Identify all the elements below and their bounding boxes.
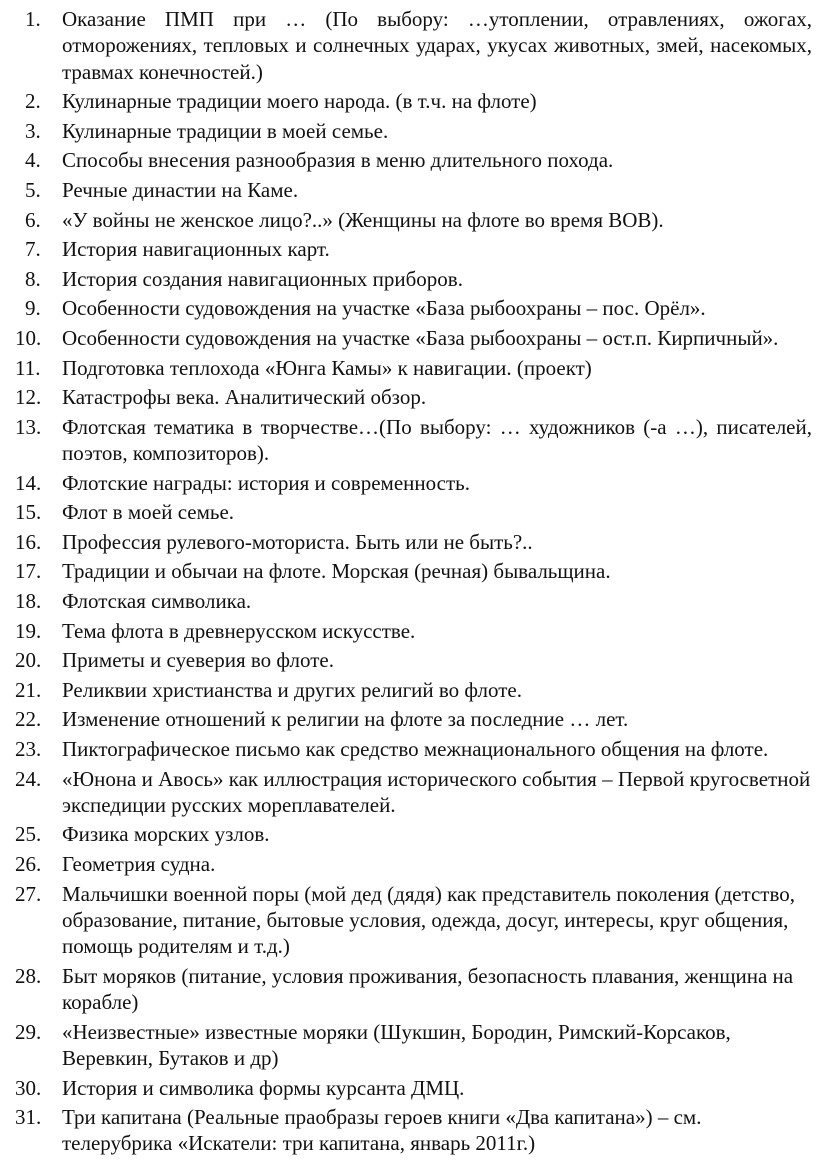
item-number: 26. (15, 852, 42, 877)
list-item (0, 821, 812, 847)
list-item (0, 736, 812, 762)
item-text: Физика морских узлов. (62, 822, 270, 847)
item-text: «Юнона и Авось» как иллюстрация исторического события – Первой кругосветной экспедиции русских мореплавателей. (62, 766, 811, 817)
topic-list (0, 6, 812, 1157)
list-item (0, 266, 812, 292)
item-number: 16. (15, 529, 42, 554)
list-item (0, 177, 812, 203)
list-item (0, 414, 812, 467)
item-text: Геометрия судна. (62, 852, 216, 877)
item-text: Три капитана (Реальные праобразы героев книги «Два капитана») – см. телерубрика «Искатели: три капитана, январь 2011г.) (62, 1105, 702, 1156)
list-item (0, 529, 812, 555)
item-number: 31. (15, 1105, 42, 1130)
item-text: Кулинарные традиции моего народа. (в т.ч. на флоте) (62, 89, 537, 114)
list-item (0, 851, 812, 877)
list-item (0, 677, 812, 703)
list-item (0, 766, 812, 819)
item-number: 24. (15, 766, 42, 791)
list-item (0, 470, 812, 496)
list-item (0, 706, 812, 732)
item-number: 7. (25, 237, 41, 262)
list-item (0, 295, 812, 321)
item-number: 23. (15, 736, 42, 761)
item-text: «У войны не женское лицо?..» (Женщины на флоте во время ВОВ). (62, 207, 664, 232)
item-number: 27. (15, 881, 42, 906)
item-number: 4. (25, 148, 41, 173)
item-text: История создания навигационных приборов. (62, 266, 463, 291)
item-text: Особенности судовождения на участке «База рыбоохраны – пос. Орёл». (62, 296, 706, 321)
item-text: Оказание ПМП при … (По выбору: …утоплении, отравлениях, ожогах, отморожениях, тепловых и солнечных ударах, укусах животных, змей, насекомых, травмах конечностей.) (62, 7, 812, 84)
list-item (0, 384, 812, 410)
item-number: 8. (25, 266, 41, 291)
list-item (0, 207, 812, 233)
item-number: 9. (25, 296, 41, 321)
item-text: Кулинарные традиции в моей семье. (62, 118, 389, 143)
item-number: 22. (15, 707, 42, 732)
list-item (0, 881, 812, 960)
item-text: Изменение отношений к религии на флоте за последние … лет. (62, 707, 629, 732)
item-text: Тема флота в древнерусском искусстве. (62, 618, 416, 643)
item-number: 21. (15, 677, 42, 702)
item-number: 25. (15, 822, 42, 847)
item-text: Флотская тематика в творчестве…(По выбору: … художников (-а …), писателей, поэтов, композиторов). (62, 414, 812, 466)
item-number: 3. (25, 118, 41, 143)
item-text: Традиции и обычаи на флоте. Морская (речная) бывальщина. (62, 559, 611, 584)
item-text: История навигационных карт. (62, 237, 330, 262)
list-item (0, 963, 812, 1016)
item-number: 5. (25, 177, 41, 202)
list-item (0, 325, 812, 351)
item-text: Быт моряков (питание, условия проживания, безопасность плавания, женщина на корабле) (62, 963, 794, 1015)
item-number: 12. (15, 385, 42, 410)
item-text: Приметы и суеверия во флоте. (62, 648, 334, 673)
list-item (0, 558, 812, 584)
list-item (0, 6, 812, 85)
item-text: Флотские награды: история и современность. (62, 470, 470, 495)
item-number: 6. (25, 207, 41, 232)
list-item (0, 118, 812, 144)
item-number: 19. (15, 618, 42, 643)
item-text: Флот в моей семье. (62, 500, 235, 525)
list-item (0, 618, 812, 644)
item-text: Особенности судовождения на участке «База рыбоохраны – ост.п. Кирпичный». (62, 325, 779, 350)
item-text: Способы внесения разнообразия в меню длительного похода. (62, 148, 614, 173)
item-text: «Неизвестные» известные моряки (Шукшин, Бородин, Римский-Корсаков, Веревкин, Бутаков и др) (62, 1019, 731, 1070)
list-item (0, 499, 812, 525)
item-number: 17. (15, 559, 42, 584)
item-text: Катастрофы века. Аналитический обзор. (62, 385, 427, 410)
list-item (0, 1104, 812, 1157)
item-number: 30. (15, 1075, 42, 1100)
item-text: Подготовка теплохода «Юнга Камы» к навигации. (проект) (62, 355, 592, 380)
item-number: 20. (15, 648, 42, 673)
item-number: 13. (15, 414, 42, 439)
item-number: 10. (15, 325, 42, 350)
item-number: 29. (15, 1019, 42, 1044)
list-item (0, 1019, 812, 1072)
item-number: 2. (25, 89, 41, 114)
item-number: 1. (25, 7, 41, 31)
item-text: Мальчишки военной поры (мой дед (дядя) как представитель поколения (детство, образование, питание, бытовые условия, одежда, досуг, интересы, круг общения, помощь родителям и т.д.) (62, 881, 795, 959)
item-number: 15. (15, 500, 42, 525)
list-item (0, 1075, 812, 1101)
item-text: Пиктографическое письмо как средство межнационального общения на флоте. (62, 736, 769, 761)
item-text: Реликвии христианства и других религий во флоте. (62, 677, 522, 702)
item-text: История и символика формы курсанта ДМЦ. (62, 1075, 465, 1100)
list-item (0, 236, 812, 262)
list-item (0, 147, 812, 173)
list-item (0, 647, 812, 673)
item-number: 18. (15, 588, 42, 613)
list-item (0, 88, 812, 114)
item-number: 14. (15, 470, 42, 495)
item-text: Флотская символика. (62, 588, 252, 613)
item-number: 28. (15, 963, 42, 988)
list-item (0, 355, 812, 381)
item-number: 11. (15, 355, 41, 380)
item-text: Речные династии на Каме. (62, 177, 299, 202)
list-item (0, 588, 812, 614)
item-text: Профессия рулевого-моториста. Быть или не быть?.. (62, 529, 533, 554)
